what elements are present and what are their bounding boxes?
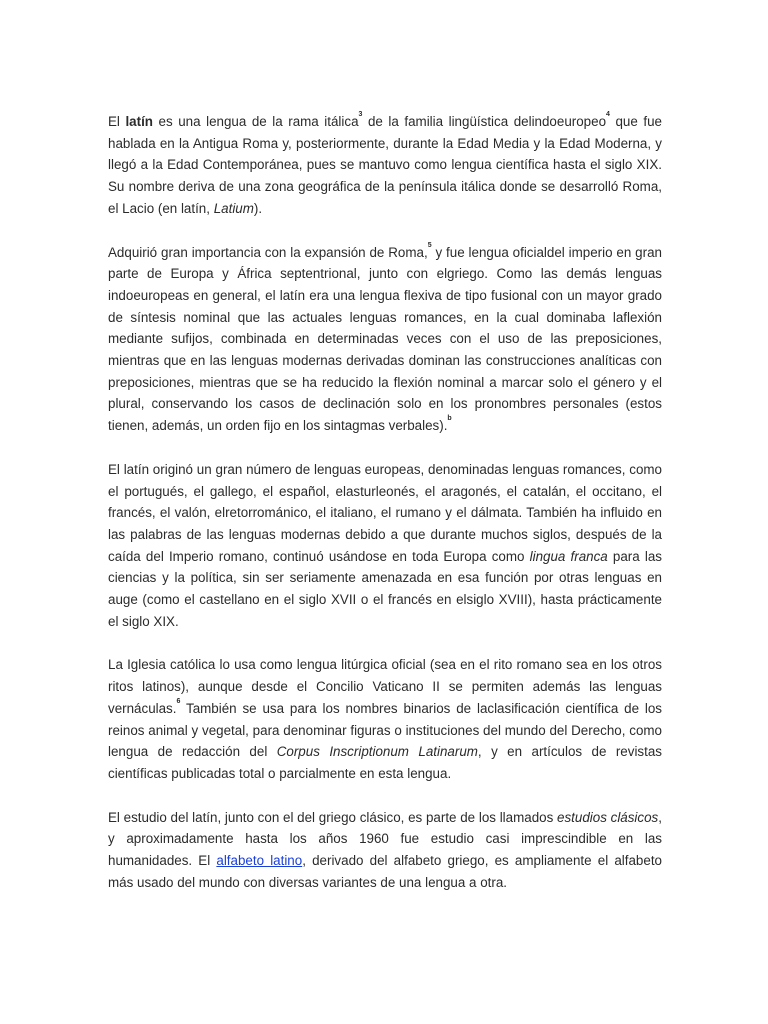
p1-text: de la familia lingüística delindoeuropeo xyxy=(362,114,607,129)
p5-text: , y aproximadamente hasta los años 1960 fue estudio casi imprescindible en las humanidades. El xyxy=(108,809,662,869)
p1-text: ). xyxy=(253,200,263,216)
paragraph-5 xyxy=(108,807,662,894)
term-latin: latín xyxy=(125,114,153,129)
link-alfabeto-latino[interactable]: alfabeto latino xyxy=(216,853,303,869)
p4-text: , y en artículos de revistas científicas publicadas total o parcialmente en esta lengua. xyxy=(108,744,662,781)
footnote-ref-6: 6 xyxy=(176,697,181,705)
footnote-ref-3: 3 xyxy=(358,111,363,118)
p5-text: El estudio del latín, junto con el del griego clásico, es parte de los llamados xyxy=(108,809,558,825)
paragraph-1 xyxy=(108,111,662,220)
footnote-ref-b: b xyxy=(447,415,452,423)
p1-text: es una lengua de la rama itálica xyxy=(152,114,359,129)
term-corpus: Corpus Inscriptionum Latinarum xyxy=(276,744,478,760)
p3-text: para las ciencias y la política, sin ser seriamente amenazada en esa función por otras lenguas en auge (como el castellano en el siglo XVII o el francés en elsiglo XVIII), hasta prácticamente el siglo XIX. xyxy=(108,548,662,629)
p2-text: Adquirió gran importancia con la expansión de Roma, xyxy=(108,244,428,260)
p1-text: que fue hablada en la Antigua Roma y, posteriormente, durante la Edad Media y la Edad Moderna, y llegó a la Edad Contemporánea, pues se mantuvo como lengua científica hasta el siglo XIX. Su nombre deriva de una zona geográfica de la península itálica donde se desarrolló Roma, el Lacio (en latín, xyxy=(108,114,662,216)
p4-text: También se usa para los nombres binarios de laclasificación científica de los reinos animal y vegetal, para denominar figuras o instituciones del mundo del Derecho, como lengua de redacción del xyxy=(108,700,662,760)
footnote-ref-5: 5 xyxy=(427,241,432,249)
term-lingua-franca: lingua franca xyxy=(529,548,608,564)
p2-text: y fue lengua oficialdel imperio en gran parte de Europa y África septentrional, junto con elgriego. Como las demás lenguas indoeuropeas en general, el latín era una lengua flexiva de tipo fusional con un mayor grado de síntesis nominal que las actuales lenguas romances, en la cual dominaba laflexión mediante sufijos, combinada en determinadas veces con el uso de las preposiciones, mientras que en las lenguas modernas derivadas dominan las construcciones analíticas con preposiciones, mientras que se ha reducido la flexión nominal a marcar solo el género y el plural, conservando los casos de declinación solo en los pronombres personales (estos tienen, además, un orden fijo en los sintagmas verbales). xyxy=(108,244,662,434)
footnote-ref-4: 4 xyxy=(606,111,610,118)
term-estudios-clasicos: estudios clásicos xyxy=(557,809,659,825)
p1-text: El xyxy=(108,114,126,129)
p4-text: La Iglesia católica lo usa como lengua litúrgica oficial (sea en el rito romano sea en los otros ritos latinos), aunque desde el Concilio Vaticano II se permiten además las lenguas vernáculas. xyxy=(108,657,662,716)
term-latium: Latium xyxy=(213,200,254,216)
paragraph-3 xyxy=(108,459,662,633)
paragraph-2 xyxy=(108,242,662,437)
p3-text: El latín originó un gran número de lenguas europeas, denominadas lenguas romances, como el portugués, el gallego, el español, elasturleonés, el aragonés, el catalán, el occitano, el francés, el valón, elretorrománico, el italiano, el rumano y el dálmata. También ha influido en las palabras de las lenguas modernas debido a que durante muchos siglos, después de la caída del Imperio romano, continuó usándose en toda Europa como xyxy=(108,461,662,564)
p5-text: , derivado del alfabeto griego, es ampliamente el alfabeto más usado del mundo con diversas variantes de una lengua a otra. xyxy=(108,853,662,890)
paragraph-4 xyxy=(108,654,662,784)
document-body xyxy=(108,111,662,916)
